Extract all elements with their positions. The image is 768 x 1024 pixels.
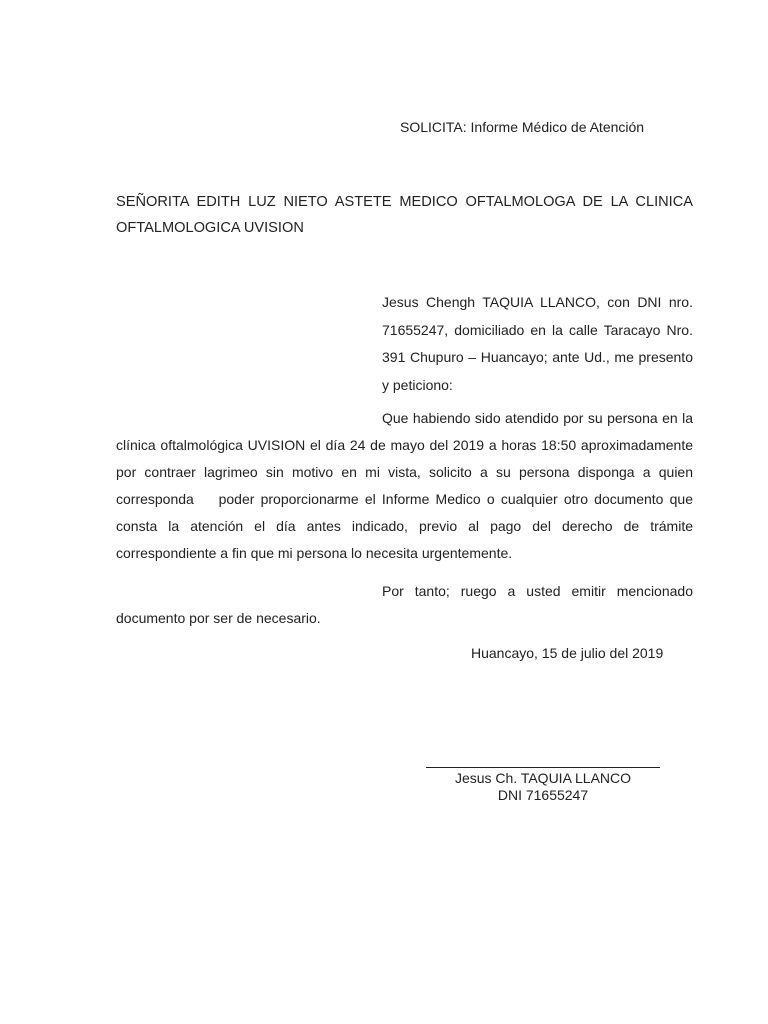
signature-block <box>420 752 666 804</box>
request-paragraph: Que habiendo sido atendido por su persona en la clínica oftalmológica UVISION el día 24 de mayo del 2019 a horas 18:50 aproximadamente por contraer lagrimeo sin motivo en mi vista, solicito a su persona disponga a quien corresponda poder proporcionarme el Informe Medico o cualquier otro documento que consta la atención el día antes indicado, previo al pago del derecho de trámite correspondiente a fin que mi persona lo necesita urgentemente. <box>116 410 697 561</box>
subject-line: SOLICITA: Informe Médico de Atención <box>400 119 645 135</box>
place-date: Huancayo, 15 de julio del 2019 <box>471 645 664 661</box>
signer-dni: DNI 71655247 <box>497 787 589 803</box>
closing-paragraph: Por tanto; ruego a usted emitir mencionado documento por ser de necesario. <box>116 583 693 626</box>
signature-line <box>426 752 660 768</box>
signer-name: Jesus Ch. TAQUIA LLANCO <box>454 770 632 786</box>
addressee: SEÑORITA EDITH LUZ NIETO ASTETE MEDICO OFTALMOLOGA DE LA CLINICA OFTALMOLOGICA UVISION <box>116 194 693 236</box>
petitioner-block: Jesus Chengh TAQUIA LLANCO, con DNI nro. 71655247, domiciliado en la calle Taracayo Nro. 391 Chupuro – Huancayo; ante Ud., me presento y peticiono: <box>382 294 693 393</box>
